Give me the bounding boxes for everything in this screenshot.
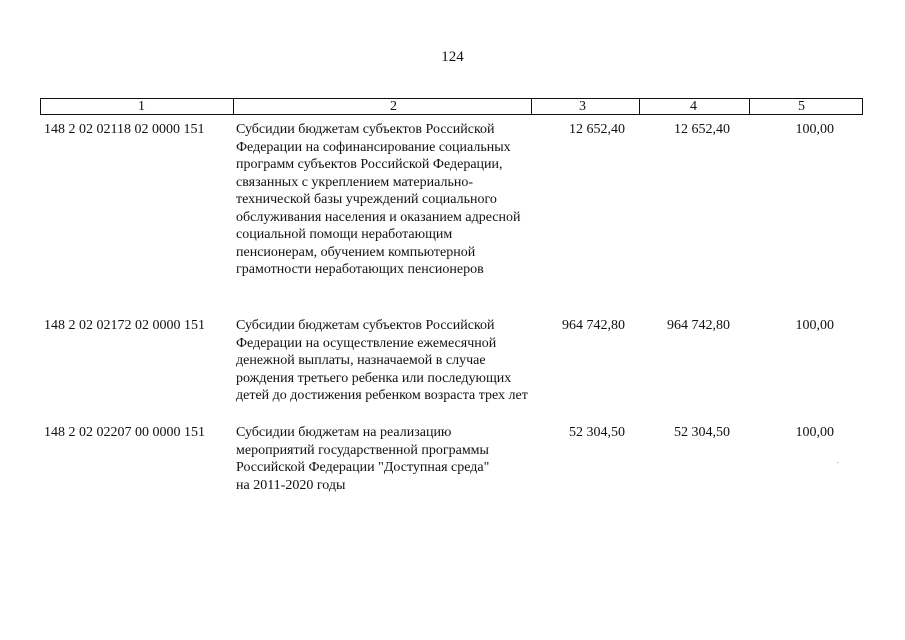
value-col-4: 52 304,50 xyxy=(674,425,730,440)
value-col-3: 52 304,50 xyxy=(569,425,625,440)
value-col-5: 100,00 xyxy=(795,318,834,333)
header-col-2: 2 xyxy=(234,99,532,114)
scan-speck xyxy=(837,462,838,463)
value-col-3: 964 742,80 xyxy=(562,318,625,333)
budget-code: 148 2 02 02172 02 0000 151 xyxy=(44,318,205,333)
row-description: Субсидии бюджетам субъектов Российской Федерации на софинансирование социальных программ субъектов Российской Федерации, связанных с укреплением материально- технической базы учреждений социального обслуживания населения и оказанием адресной социальной помощи неработающим пенсионерам, обучением компьютерной грамотности неработающих пенсионеров xyxy=(236,122,521,277)
value-col-4: 12 652,40 xyxy=(674,122,730,137)
page-number: 124 xyxy=(441,49,464,65)
value-col-5: 100,00 xyxy=(795,425,834,440)
value-col-5: 100,00 xyxy=(795,122,834,137)
table-header xyxy=(40,98,863,115)
value-col-3: 12 652,40 xyxy=(569,122,625,137)
header-col-3: 3 xyxy=(532,99,640,114)
budget-code: 148 2 02 02118 02 0000 151 xyxy=(44,122,205,137)
header-col-4: 4 xyxy=(640,99,750,114)
value-col-4: 964 742,80 xyxy=(667,318,730,333)
row-description: Субсидии бюджетам на реализацию мероприятий государственной программы Российской Федерации "Доступная среда" на 2011-2020 годы xyxy=(236,425,490,493)
budget-code: 148 2 02 02207 00 0000 151 xyxy=(44,425,205,440)
header-col-1: 1 xyxy=(41,99,234,114)
header-col-5: 5 xyxy=(798,99,805,114)
row-description: Субсидии бюджетам субъектов Российской Федерации на осуществление ежемесячной денежной выплаты, назначаемой в случае рождения третьего ребенка или последующих детей до достижения ребенком возраста трех лет xyxy=(236,318,528,403)
